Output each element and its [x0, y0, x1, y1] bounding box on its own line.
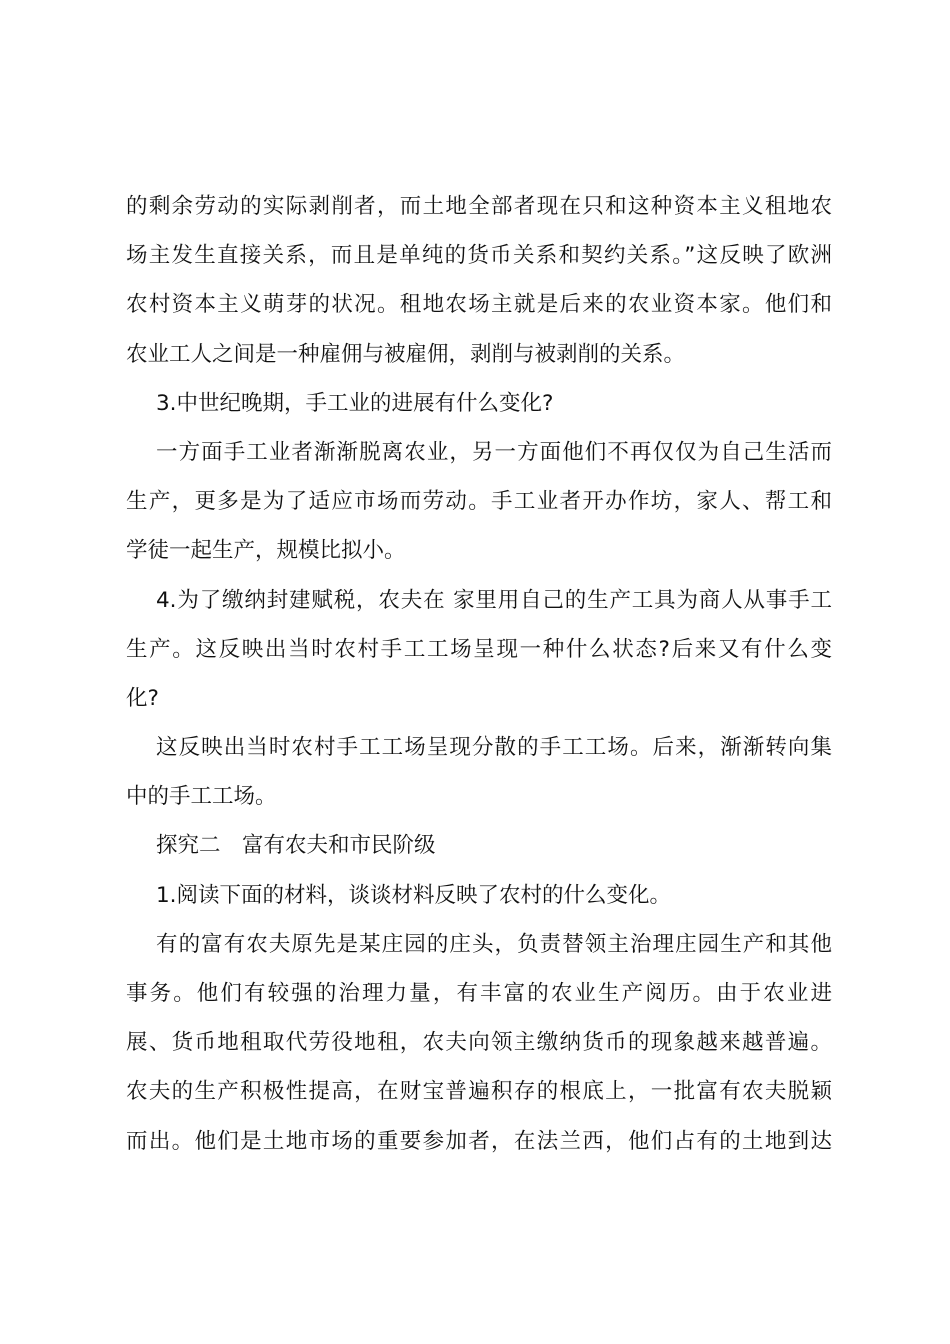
text-line-15: 1.阅读下面的材料，谈谈材料反映了农村的什么变化。: [156, 882, 672, 908]
text-line-13: 中的手工工场。: [126, 784, 277, 810]
text-line-3: 农村资本主义萌芽的状况。租地农场主就是后来的农业资本家。他们和: [126, 292, 832, 318]
text-line-9: 4.为了缴纳封建赋税，农夫在 家里用自己的生产工具为商人从事手工: [156, 587, 832, 613]
text-line-4: 农业工人之间是一种雇佣与被雇佣，剥削与被剥削的关系。: [126, 341, 686, 367]
text-line-17: 事务。他们有较强的治理力量，有丰富的农业生产阅历。由于农业进: [126, 981, 832, 1006]
text-line-5: 3.中世纪晚期，手工业的进展有什么变化?: [156, 390, 554, 416]
text-line-7: 生产，更多是为了适应市场而劳动。手工业者开办作坊，家人、帮工和: [126, 489, 832, 515]
text-line-10: 生产。这反映出当时农村手工工场呈现一种什么状态?后来又有什么变: [126, 636, 832, 662]
text-line-12: 这反映出当时农村手工工场呈现分散的手工工场。后来，渐渐转向集: [156, 735, 832, 761]
text-line-8: 学徒一起生产，规模比拟小。: [126, 538, 406, 564]
document-body: [126, 182, 832, 1166]
text-line-20: 而出。他们是土地市场的重要参加者，在法兰西，他们占有的土地到达: [126, 1128, 832, 1154]
text-line-2: 场主发生直接关系，而且是单纯的货币关系和契约关系。”这反映了欧洲: [126, 243, 832, 269]
text-line-1: 的剩余劳动的实际剥削者，而土地全部者现在只和这种资本主义租地农: [126, 194, 832, 219]
text-line-11: 化?: [126, 685, 159, 711]
text-line-19: 农夫的生产积极性提高，在财宝普遍积存的根底上，一批富有农夫脱颖: [126, 1079, 832, 1105]
text-line-6: 一方面手工业者渐渐脱离农业，另一方面他们不再仅仅为自己生活而: [156, 439, 832, 465]
section-heading: 探究二 富有农夫和市民阶级: [156, 833, 436, 859]
text-line-18: 展、货币地租取代劳役地租，农夫向领主缴纳货币的现象越来越普遍。: [126, 1030, 832, 1056]
text-line-16: 有的富有农夫原先是某庄园的庄头，负责替领主治理庄园生产和其他: [156, 931, 832, 957]
